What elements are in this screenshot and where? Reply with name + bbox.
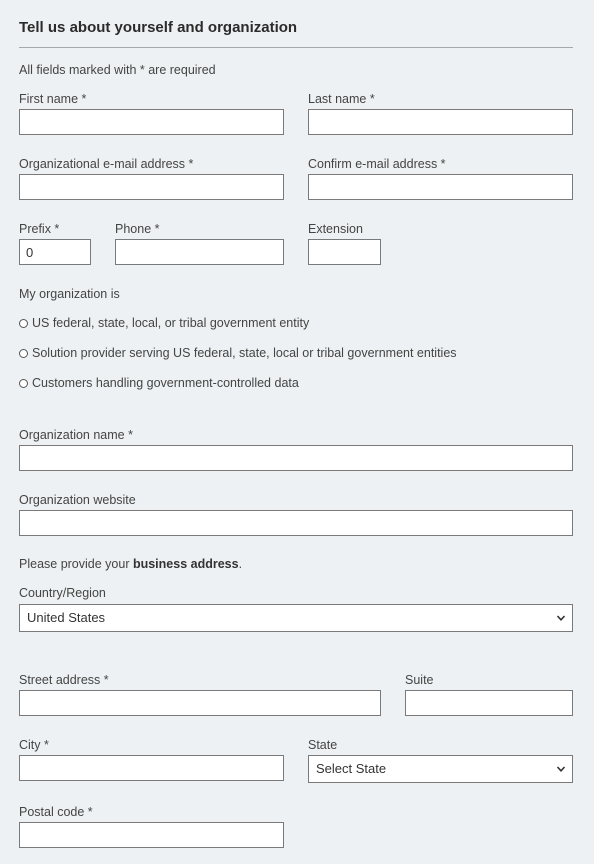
radio-option-customers-gov-data[interactable] bbox=[19, 376, 299, 390]
organization-type-label: My organization is bbox=[19, 287, 120, 301]
last-name-label: Last name * bbox=[308, 92, 375, 106]
state-select[interactable] bbox=[308, 755, 573, 783]
confirm-email-label: Confirm e-mail address * bbox=[308, 157, 446, 171]
suite-input[interactable] bbox=[405, 690, 573, 716]
last-name-input[interactable] bbox=[308, 109, 573, 135]
address-prompt-suffix: . bbox=[238, 557, 243, 571]
radio-option-solution-provider[interactable] bbox=[19, 346, 457, 360]
radio-option-label: Customers handling government-controlled data bbox=[32, 376, 299, 390]
org-name-input[interactable] bbox=[19, 445, 573, 471]
country-select[interactable] bbox=[19, 604, 573, 632]
extension-input[interactable] bbox=[308, 239, 381, 265]
country-label: Country/Region bbox=[19, 586, 106, 600]
title-divider bbox=[19, 47, 573, 48]
form-title: Tell us about yourself and organization bbox=[19, 19, 298, 36]
city-label: City * bbox=[19, 738, 49, 752]
state-selected-value: Select State bbox=[316, 761, 387, 776]
confirm-email-input[interactable] bbox=[308, 174, 573, 200]
address-prompt-emphasis: business address bbox=[132, 557, 239, 571]
org-website-input[interactable] bbox=[19, 510, 573, 536]
org-email-input[interactable] bbox=[19, 174, 284, 200]
suite-label: Suite bbox=[405, 673, 434, 687]
postal-code-label: Postal code * bbox=[19, 805, 93, 819]
chevron-down-icon bbox=[556, 764, 566, 774]
postal-code-input[interactable] bbox=[19, 822, 284, 848]
radio-unselected-icon[interactable] bbox=[19, 349, 28, 358]
radio-option-label: Solution provider serving US federal, state, local or tribal government entities bbox=[32, 346, 457, 360]
prefix-label: Prefix * bbox=[19, 222, 60, 236]
state-label: State bbox=[308, 738, 338, 752]
extension-label: Extension bbox=[308, 222, 363, 236]
street-label: Street address * bbox=[19, 673, 109, 687]
phone-label: Phone * bbox=[115, 222, 160, 236]
radio-unselected-icon[interactable] bbox=[19, 379, 28, 388]
address-prompt-text: Please provide your bbox=[19, 557, 133, 571]
first-name-label: First name * bbox=[19, 92, 87, 106]
chevron-down-icon bbox=[556, 613, 566, 623]
org-website-label: Organization website bbox=[19, 493, 136, 507]
radio-unselected-icon[interactable] bbox=[19, 319, 28, 328]
street-input[interactable] bbox=[19, 690, 381, 716]
city-input[interactable] bbox=[19, 755, 284, 781]
required-note: All fields marked with * are required bbox=[19, 63, 216, 77]
business-address-prompt bbox=[19, 557, 242, 571]
first-name-input[interactable] bbox=[19, 109, 284, 135]
org-email-label: Organizational e-mail address * bbox=[19, 157, 194, 171]
country-selected-value: United States bbox=[27, 610, 106, 625]
org-name-label: Organization name * bbox=[19, 428, 133, 442]
radio-option-government-entity[interactable] bbox=[19, 316, 309, 330]
prefix-input[interactable] bbox=[19, 239, 91, 265]
phone-input[interactable] bbox=[115, 239, 284, 265]
radio-option-label: US federal, state, local, or tribal government entity bbox=[32, 316, 310, 330]
